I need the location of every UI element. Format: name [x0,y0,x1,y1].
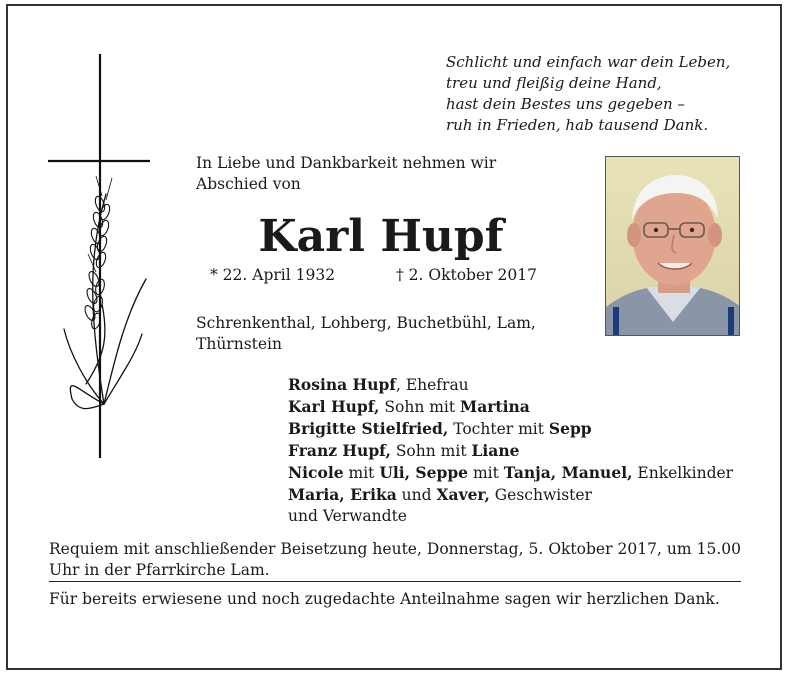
death-date: † 2. Oktober 2017 [396,266,537,284]
mourner-name: Xaver, [436,485,490,504]
mourner-name: Nicole [288,463,344,482]
mourner-name: Brigitte Stielfried, [288,419,449,438]
mourner-name: Sepp [548,419,592,438]
mourner-relation: und [396,486,437,504]
list-item [288,396,758,418]
birth-date: * 22. April 1932 [210,266,336,284]
list-item [288,374,758,396]
mourner-relation: Geschwister [489,486,592,504]
mourner-relation: Sohn mit [390,442,472,460]
mourners-list [288,374,758,527]
mourner-name: Rosina Hupf [288,375,396,394]
mourner-name: Liane [471,441,520,460]
mourner-name: Maria, Erika [288,485,397,504]
mourner-relation: Sohn mit [379,398,461,416]
places-of-residence: Schrenkenthal, Lohberg, Buchetbühl, Lam, Thürnstein [196,314,536,353]
mourner-relation: mit [343,464,380,482]
mourner-name: Tanja, Manuel, [503,463,633,482]
thanks-notice: Für bereits erwiesene und noch zugedachte Anteilnahme sagen wir herzlichen Dank. [49,590,720,608]
portrait-photo [605,156,740,336]
cross-with-wheat-icon [46,54,156,458]
divider [49,581,741,582]
list-item [288,484,758,506]
poem-line: Schlicht und einfach war dein Leben, [446,53,731,71]
mourner-relation: , Ehefrau [395,376,469,394]
list-item: und Verwandte [288,507,407,525]
mourner-relation: Tochter mit [448,420,549,438]
mourner-name: Franz Hupf, [288,441,391,460]
poem-line: hast dein Bestes uns gegeben – [446,95,685,113]
intro-text: In Liebe und Dankbarkeit nehmen wir Abschied von [196,154,497,193]
poem-line: ruh in Frieden, hab tausend Dank. [446,116,709,134]
list-item [288,418,758,440]
list-item [288,440,758,462]
mourner-name: Martina [460,397,530,416]
requiem-notice: Requiem mit anschließender Beisetzung heute, Donnerstag, 5. Oktober 2017, um 15.00 Uhr in der Pfarrkirche Lam. [49,540,741,579]
mourner-relation: mit [468,464,504,482]
poem [446,52,730,136]
mourner-name: Uli, Seppe [379,463,469,482]
mourner-relation: Enkelkinder [632,464,734,482]
poem-line: treu und fleißig deine Hand, [446,74,662,92]
list-item [288,462,758,484]
deceased-name: Karl Hupf [258,211,504,262]
mourner-name: Karl Hupf, [288,397,380,416]
